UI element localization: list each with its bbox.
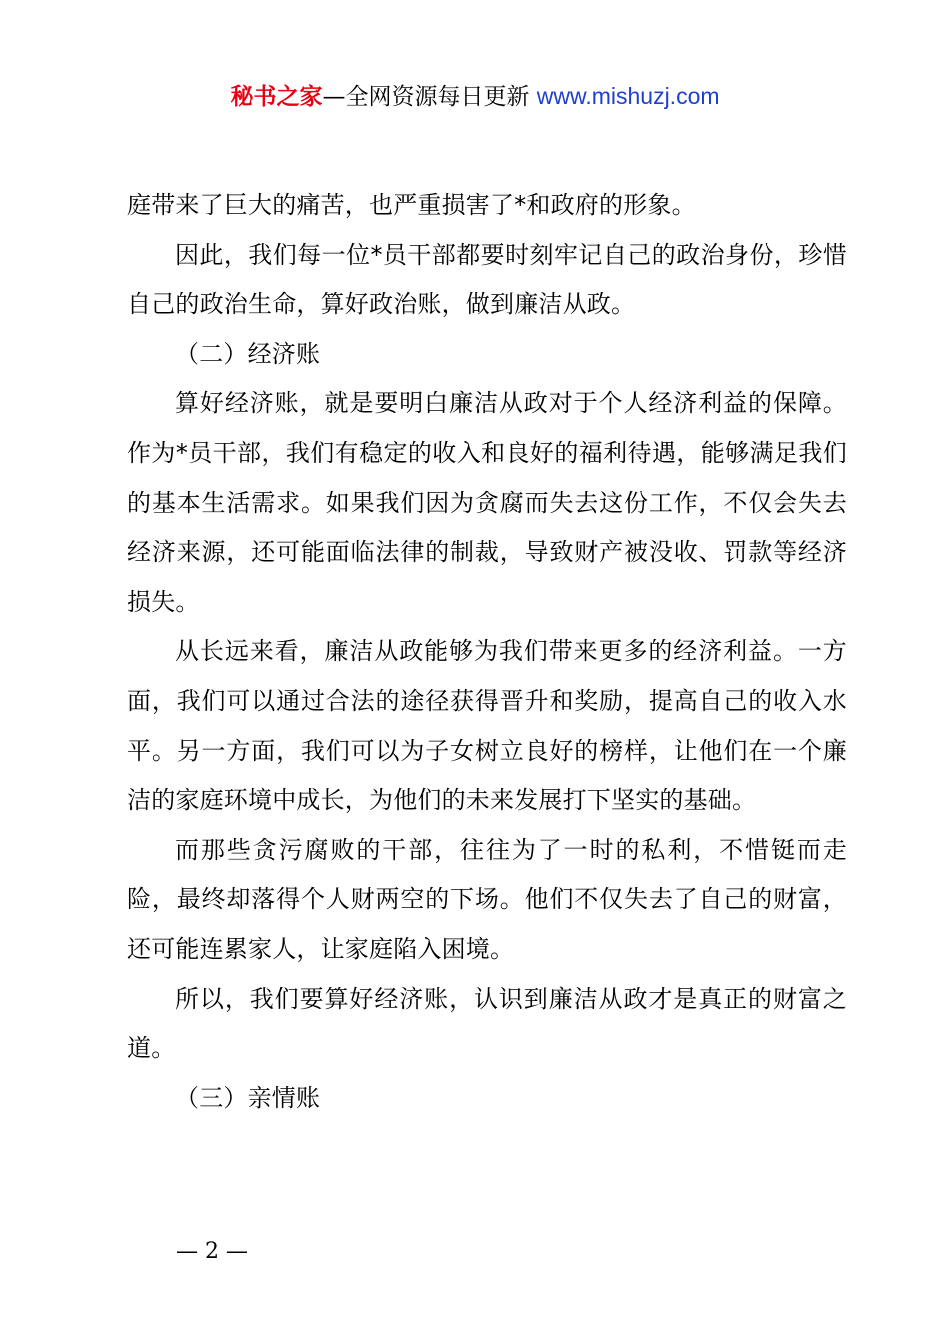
paragraph: 所以，我们要算好经济账，认识到廉洁从政才是真正的财富之道。 — [127, 984, 847, 1063]
site-tagline: —全网资源每日更新 — [322, 84, 537, 110]
section-heading-family: （三）亲情账 — [175, 1083, 321, 1112]
section-heading-economic: （二）经济账 — [175, 339, 321, 368]
paragraph-continuation: 庭带来了巨大的痛苦，也严重损害了*和政府的形象。 — [127, 191, 696, 219]
document-body — [127, 181, 847, 1123]
paragraph: 算好经济账，就是要明白廉洁从政对于个人经济利益的保障。作为*员干部，我们有稳定的收入和良好的福利待遇，能够满足我们的基本生活需求。如果我们因为贪腐而失去这份工作，不仅会失去经济来源，还可能面临法律的制裁，导致财产被没收、罚款等经济损失。 — [127, 389, 847, 616]
paragraph: 而那些贪污腐败的干部，往往为了一时的私利，不惜铤而走险，最终却落得个人财两空的下场。他们不仅失去了自己的财富，还可能连累家人，让家庭陷入困境。 — [127, 835, 847, 963]
page-number: — 2 — — [176, 1239, 248, 1264]
site-brand: 秘书之家 — [230, 84, 323, 110]
paragraph: 因此，我们每一位*员干部都要时刻牢记自己的政治身份，珍惜自己的政治生命，算好政治账，做到廉洁从政。 — [127, 240, 847, 319]
paragraph: 从长远来看，廉洁从政能够为我们带来更多的经济利益。一方面，我们可以通过合法的途径获得晋升和奖励，提高自己的收入水平。另一方面，我们可以为子女树立良好的榜样，让他们在一个廉洁的家庭环境中成长，为他们的未来发展打下坚实的基础。 — [127, 637, 847, 815]
site-url-link[interactable]: www.mishuzj.com — [536, 83, 720, 109]
site-header — [0, 80, 950, 113]
